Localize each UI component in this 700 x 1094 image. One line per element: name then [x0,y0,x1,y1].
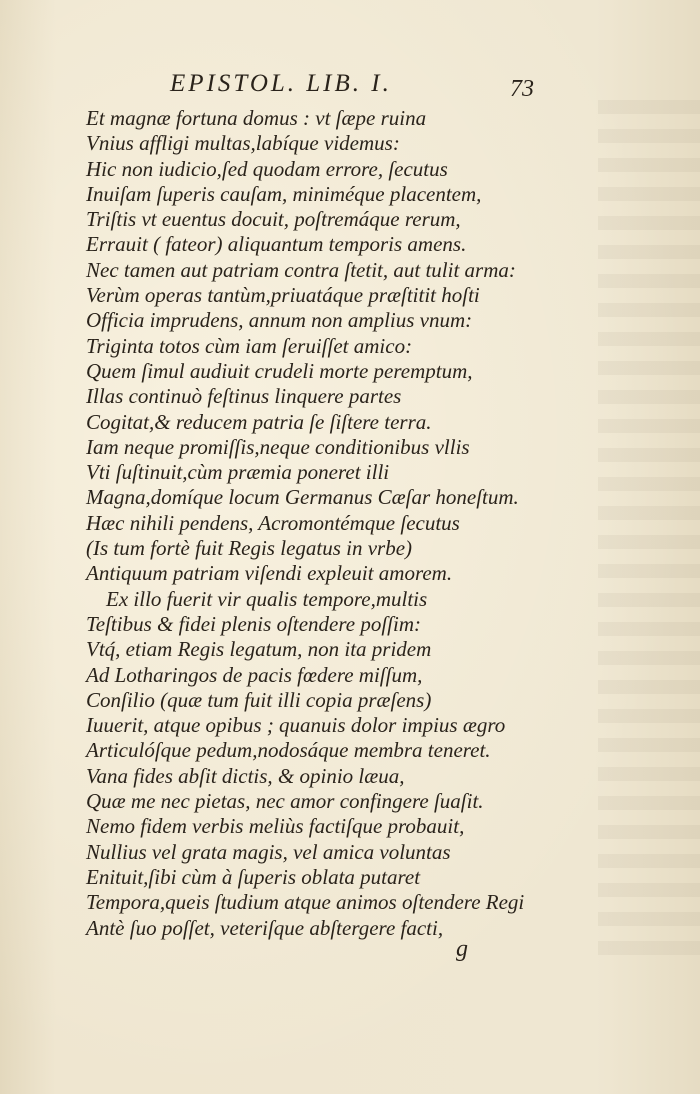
verse-line: Articulóſque pedum,nodosáque membra teneret. [86,738,491,763]
verse-line: Vnius affligi multas,labíque videmus: [86,131,400,156]
verse-line: Officia imprudens, annum non amplius vnum: [86,308,473,333]
verse-line: Iam neque promiſſis,neque conditionibus vllis [86,434,470,459]
verse-line: Enituit,ſibi cùm à ſuperis oblata putaret [86,864,421,889]
verse-line: Hic non iudicio,ſed quodam errore, ſecutus [86,156,448,181]
verse-line: Inuiſam ſuperis cauſam, miniméque placentem, [86,181,482,206]
verse-line: Quæ me nec pietas, nec amor confingere ſuaſit. [86,789,484,814]
show-through-text [598,100,700,960]
verse-line: Verùm operas tantùm,priuatáque præſtitit hoſti [86,283,480,308]
verse-line: Tempora,queis ſtudium atque animos oſtendere Regi [86,890,525,915]
verse-line: Triginta totos cùm iam ſeruiſſet amico: [86,333,413,358]
verse-line: (Is tum fortè fuit Regis legatus in vrbe) [86,536,413,561]
verse-line: Vtq́, etiam Regis legatum, non ita pridem [86,637,432,662]
verse-line: Antè ſuo poſſet, veteriſque abſtergere facti, [86,915,444,940]
verse-line: Errauit ( fateor) aliquantum temporis amens. [86,232,467,257]
verse-line: Et magnæ fortuna domus : vt ſæpe ruina [86,106,427,130]
verse-line: Nullius vel grata magis, vel amica voluntas [86,839,451,864]
verse-line: Iuuerit, atque opibus ; quanuis dolor impius ægro [86,713,506,738]
verse-line: Illas continuò feſtinus linquere partes [86,384,402,409]
signature-mark: g [456,936,468,962]
verse-line: Conſilio (quæ tum fuit illi copia præſens) [86,687,432,712]
page-header [160,64,560,104]
running-head: EPISTOL. LIB. I. [170,70,392,97]
verse-line: Hæc nihili pendens, Acromontémque ſecutus [86,510,460,535]
verse-line: Vana fides abſit dictis, & opinio læua, [86,763,405,788]
verse-line: Triſtis vt euentus docuit, poſtremáque rerum, [86,207,461,232]
verse-line: Antiquum patriam viſendi expleuit amorem. [86,561,453,586]
verse-line: Quem ſimul audiuit crudeli morte peremptum, [86,358,473,383]
page-number: 73 [510,76,534,102]
verse-line: Cogitat,& reducem patria ſe ſiſtere terra. [86,409,432,434]
verse-line: Nec tamen aut patriam contra ſtetit, aut tulit arma: [86,257,516,282]
verse-line: Magna,domíque locum Germanus Cæſar honeſtum. [86,485,519,510]
verse-line: Teſtibus & fidei plenis oſtendere poſſim: [86,611,422,636]
verse-line: Vti ſuſtinuit,cùm præmia poneret illi [86,460,390,485]
verse-block [86,106,606,941]
verse-line: Ad Lotharingos de pacis fœdere miſſum, [86,662,423,687]
verse-line: Ex illo fuerit vir qualis tempore,multis [106,586,428,611]
verse-line: Nemo fidem verbis meliùs factiſque probauit, [86,814,465,839]
